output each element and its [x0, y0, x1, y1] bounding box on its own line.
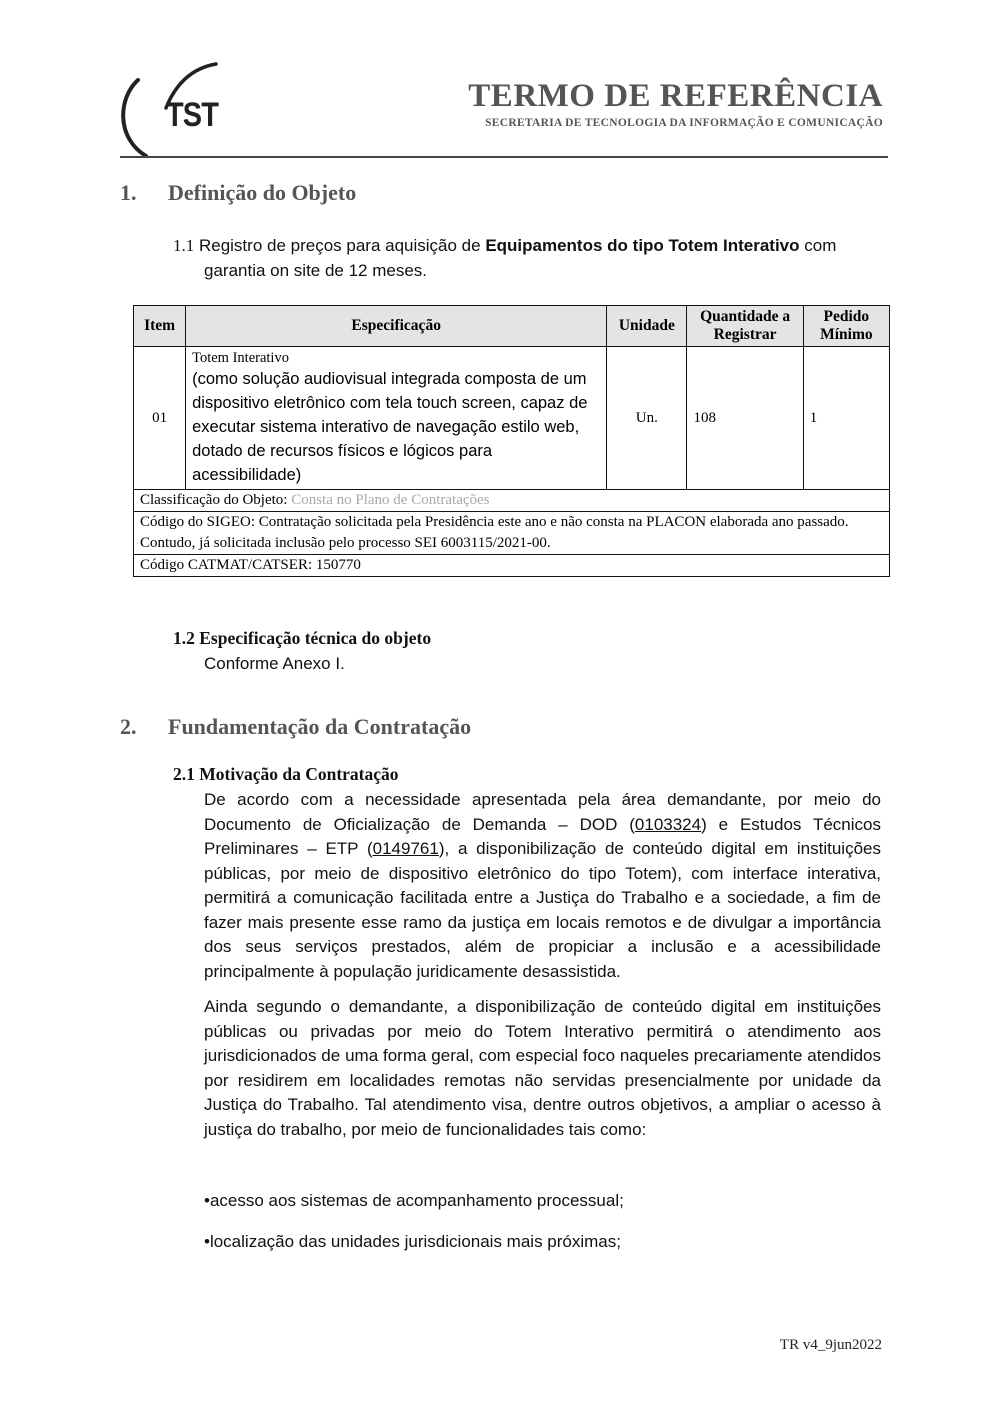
paragraph-text: ), a disponibilização de conteúdo digital em instituições públicas, por meio de dispositivo eletrônico do tipo Totem), com interface interativa, permitirá a comunicação facilitada entre a Justiça do Trabalho e a sociedade, a fim de fazer mais presente esse ramo da justiça em locais remotos e de divulgar a importância dos seus serviços prestados, além de propiciar a inclusão e a acessibilidade principalmente à população juridicamente desassistida.	[204, 839, 881, 981]
section-1-heading	[120, 180, 356, 206]
specification-table	[133, 305, 890, 577]
item-1-2-text: Conforme Anexo I.	[204, 654, 345, 673]
paragraph-text: ) e Estudos Técnicos Preliminares – ETP (	[204, 814, 881, 858]
cell-especificacao	[186, 347, 607, 490]
col-header-item: Item	[134, 306, 186, 347]
col-header-unidade: Unidade	[607, 306, 687, 347]
item-2-1-heading	[173, 764, 399, 785]
document-subtitle: SECRETARIA DE TECNOLOGIA DA INFORMAÇÃO E COMUNICAÇÃO	[485, 117, 883, 129]
table-row	[134, 347, 890, 490]
item-number: 1.1	[173, 236, 195, 255]
spec-title: Totem Interativo	[192, 350, 289, 366]
item-1-1-paragraph	[173, 234, 893, 283]
section-number: 1.	[120, 180, 137, 205]
item-title: Motivação da Contratação	[199, 764, 399, 784]
item-bold-text: Equipamentos do tipo Totem	[485, 236, 719, 255]
paragraph-text: De acordo com a necessidade apresentada pela área demandante, por meio do Documento de Oficialização de Demanda – DOD (	[204, 790, 881, 834]
table-row-classificacao	[134, 490, 890, 512]
col-header-pedido: Pedido Mínimo	[803, 306, 889, 347]
item-text-after: com garantia on site de 12 meses.	[204, 236, 837, 280]
col-header-especificacao: Especificação	[186, 306, 607, 347]
motivacao-paragraph-2: Ainda segundo o demandante, a disponibilização de conteúdo digital em instituições públicas ou privadas por meio do Totem Interativo permitirá o atendimento aos jurisdicionados de uma forma geral, com especial foco naqueles precariamente atendidos por residirem em localidades remotas não servidas presencialmente por unidade da Justiça do Trabalho. Tal atendimento visa, dentre outros objetivos, a ampliar o acesso à justiça do trabalho, por meio de funcionalidades tais como:	[204, 997, 881, 1139]
item-title: Especificação técnica do objeto	[199, 628, 432, 648]
cell-sigeo: Código do SIGEO: Contratação solicitada pela Presidência este ano e não consta na PLACON elaborada ano passado. Contudo, já solicitada inclusão pelo processo SEI 6003115/2021-00.	[134, 512, 890, 555]
dod-document-link[interactable]: 0103324	[634, 814, 702, 834]
item-number: 2.1	[173, 764, 195, 784]
table-header-row	[134, 306, 890, 347]
cell-classificacao	[134, 490, 890, 512]
classificacao-value: Consta no Plano de Contratações	[291, 492, 490, 508]
cell-catmat: Código CATMAT/CATSER: 150770	[134, 555, 890, 577]
header-divider	[120, 156, 888, 158]
table-row-sigeo	[134, 512, 890, 555]
list-item: •localização das unidades jurisdicionais mais próximas;	[204, 1232, 621, 1251]
col-header-quantidade: Quantidade a Registrar	[687, 306, 803, 347]
footer-version: TR v4_9jun2022	[779, 1337, 882, 1353]
section-title: Fundamentação da Contratação	[168, 714, 472, 739]
section-2-heading	[120, 714, 471, 740]
cell-item: 01	[134, 347, 186, 490]
section-number: 2.	[120, 714, 137, 739]
list-item: •acesso aos sistemas de acompanhamento processual;	[204, 1191, 624, 1210]
item-bold-text-2: Interativo	[718, 236, 800, 255]
cell-quantidade: 108	[687, 347, 803, 490]
item-text: Registro de preços para aquisição de	[194, 236, 486, 255]
spec-body: (como solução audiovisual integrada composta de um dispositivo eletrônico com tela touch screen, capaz de executar sistema interativo de navegação estilo web, dotado de recursos físicos e lógicos para acessibilidade)	[192, 370, 588, 484]
item-number: 1.2	[173, 628, 195, 648]
etp-document-link[interactable]: 0149761	[372, 839, 439, 858]
cell-pedido: 1	[803, 347, 889, 490]
item-1-2-heading	[173, 628, 431, 649]
document-title: TERMO DE REFERÊNCIA	[468, 78, 883, 114]
motivacao-paragraph-1	[204, 788, 881, 984]
cell-unidade: Un.	[607, 347, 687, 490]
section-title: Definição do Objeto	[168, 180, 357, 205]
classificacao-label: Classificação do Objeto:	[140, 492, 292, 508]
table-row-catmat	[134, 555, 890, 577]
logo-text: TST	[166, 96, 219, 134]
